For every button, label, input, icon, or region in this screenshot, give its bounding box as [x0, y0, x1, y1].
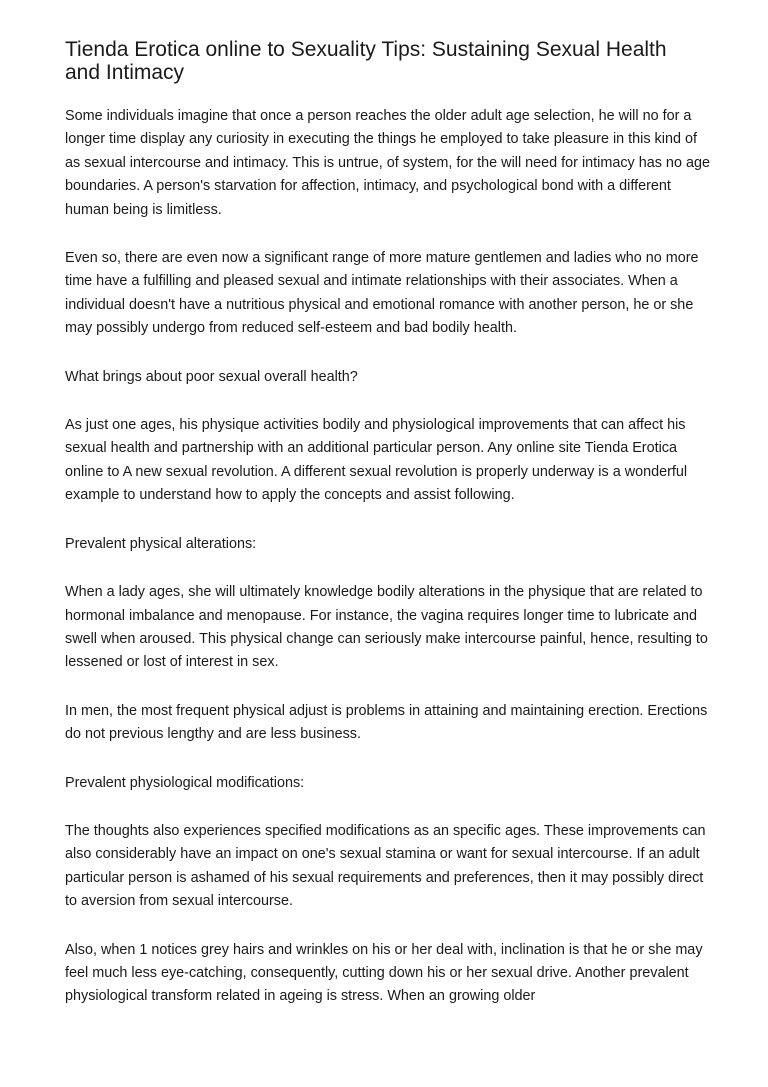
page-title: Tienda Erotica online to Sexuality Tips: Sustaining Sexual Health and Intimacy	[65, 38, 667, 84]
paragraph-mind: The thoughts also experiences specified modifications as an specific ages. These improvements can also considerably have an impact on one's sexual stamina or want for sexual intercourse. If an adult particular person is ashamed of his sexual requirements and preferences, then it may possibly direct to aversion from sexual intercourse.	[65, 822, 706, 910]
paragraph-appearance-stress: Also, when 1 notices grey hairs and wrinkles on his or her deal with, inclination is that he or she may feel much less eye-catching, consequently, cutting down his or her sexual drive. Another prevalent physiological transform related in ageing is stress. When an growing older	[65, 941, 703, 1005]
paragraph-intro: Some individuals imagine that once a person reaches the older adult age selection, he will no for a longer time display any curiosity in executing the things he employed to take pleasure in this kind of as sexual intercourse and intimacy. This is untrue, of system, for the will need for intimacy has no age boundaries. A person's starvation for affection, intimacy, and psychological bond with a different human being is limitless.	[65, 108, 710, 218]
section-heading-physical: Prevalent physical alterations:	[65, 535, 257, 552]
document-body	[65, 105, 715, 1034]
section-heading-physiological: Prevalent physiological modifications:	[65, 774, 305, 791]
paragraph-women: When a lady ages, she will ultimately knowledge bodily alterations in the physique that are related to hormonal imbalance and menopause. For instance, the vagina requires longer time to lubricate and swell when aroused. This physical change can seriously make intercourse painful, hence, resulting to lessened or lost of interest in sex.	[65, 584, 708, 671]
paragraph-relationships: Even so, there are even now a significant range of more mature gentlemen and ladies who no more time have a fulfilling and pleased sexual and intimate relationships with their associates. When a individual doesn't have a nutritious physical and emotional romance with another person, he or she may possibly undergo from reduced self-esteem and bad bodily health.	[65, 250, 699, 337]
paragraph-aging: As just one ages, his physique activities bodily and physiological improvements that can affect his sexual health and partnership with an additional particular person. Any online site Tienda Erotica online to A new sexual revolution. A different sexual revolution is properly underway is a wonderful example to understand how to apply the concepts and assist following.	[65, 417, 688, 504]
paragraph-men: In men, the most frequent physical adjust is problems in attaining and maintaining erection. Erections do not previous lengthy and are less business.	[65, 702, 708, 743]
paragraph-question: What brings about poor sexual overall health?	[65, 368, 358, 385]
